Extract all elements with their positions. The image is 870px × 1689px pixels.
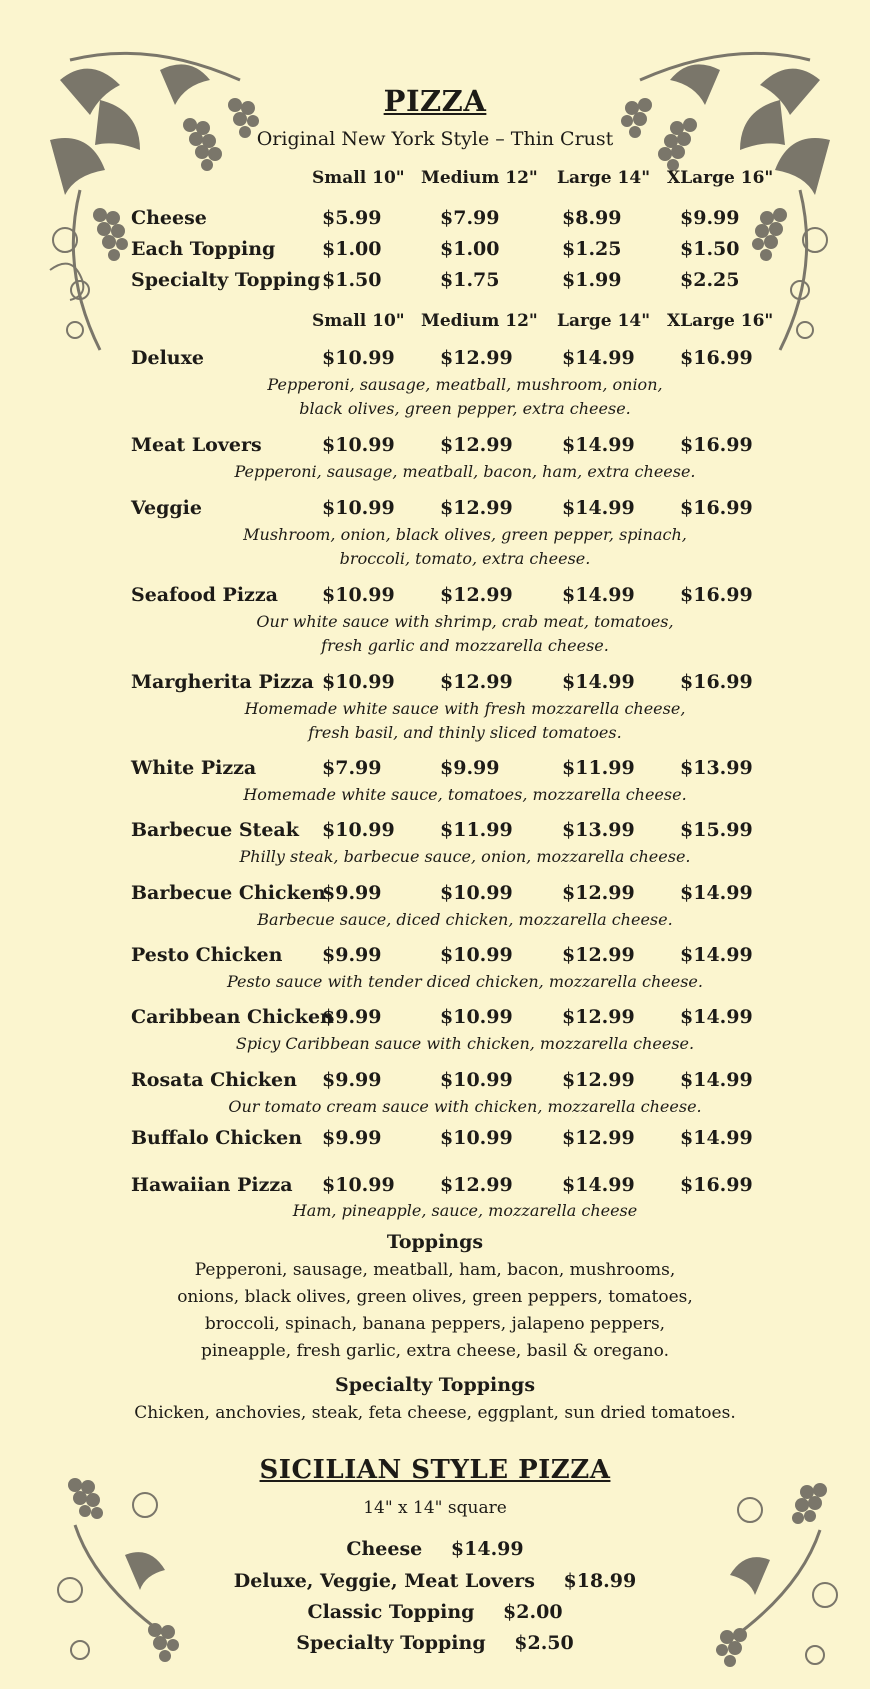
price: $10.99	[322, 584, 395, 606]
description-line: Homemade white sauce, tomatoes, mozzarella cheese.	[243, 785, 687, 804]
description-line: Pepperoni, sausage, meatball, bacon, ham, extra cheese.	[234, 462, 696, 481]
size-header-row	[0, 168, 870, 198]
price: $12.99	[562, 944, 635, 966]
price: $5.99	[322, 207, 382, 229]
item-name: Deluxe, Veggie, Meat Lovers	[233, 1570, 535, 1592]
price: $14.99	[562, 584, 635, 606]
specialty-toppings-title: Specialty Toppings	[334, 1374, 536, 1396]
description-line: Pesto sauce with tender diced chicken, mozzarella cheese.	[227, 972, 703, 991]
description-line: fresh basil, and thinly sliced tomatoes.	[308, 723, 622, 742]
price: $2.25	[680, 269, 740, 291]
item-name: Classic Topping	[307, 1601, 475, 1623]
size-large: Large 14"	[557, 168, 651, 188]
item-name: Caribbean Chicken	[131, 1006, 334, 1028]
description-line: Philly steak, barbecue sauce, onion, mozzarella cheese.	[239, 847, 691, 866]
price: $12.99	[440, 497, 513, 519]
description-line: broccoli, tomato, extra cheese.	[339, 549, 591, 568]
description-line: Ham, pineapple, sauce, mozzarella cheese	[292, 1201, 638, 1220]
price: $10.99	[440, 882, 513, 904]
price: $11.99	[440, 819, 513, 841]
description-line: Mushroom, onion, black olives, green pepper, spinach,	[243, 525, 687, 544]
item-name: Meat Lovers	[131, 434, 262, 456]
price: $13.99	[680, 757, 753, 779]
item-name: Seafood Pizza	[131, 584, 278, 606]
price: $14.99	[680, 944, 753, 966]
item-name: Hawaiian Pizza	[131, 1174, 293, 1196]
price: $2.00	[503, 1601, 563, 1623]
price: $16.99	[680, 584, 753, 606]
price: $10.99	[440, 1127, 513, 1149]
item-name: Rosata Chicken	[131, 1069, 297, 1091]
description-line: Homemade white sauce with fresh mozzarella cheese,	[244, 699, 686, 718]
specialty-toppings-line: Chicken, anchovies, steak, feta cheese, eggplant, sun dried tomatoes.	[134, 1403, 736, 1423]
price: $10.99	[322, 497, 395, 519]
price: $1.50	[322, 269, 382, 291]
price: $11.99	[562, 757, 635, 779]
price: $2.50	[514, 1632, 574, 1654]
size-large: Large 14"	[557, 311, 651, 331]
price: $12.99	[562, 1127, 635, 1149]
description-line: Spicy Caribbean sauce with chicken, mozzarella cheese.	[235, 1034, 695, 1053]
base-row	[0, 269, 870, 299]
price: $14.99	[562, 497, 635, 519]
description-line: black olives, green pepper, extra cheese.	[299, 399, 631, 418]
toppings-line: broccoli, spinach, banana peppers, jalapeno peppers,	[204, 1314, 666, 1334]
item-name: Veggie	[131, 497, 202, 519]
specialty-row	[0, 1127, 870, 1157]
item-name: White Pizza	[131, 757, 257, 779]
price: $14.99	[680, 1006, 753, 1028]
price: $9.99	[440, 757, 500, 779]
price: $14.99	[562, 671, 635, 693]
price: $14.99	[680, 1069, 753, 1091]
description-line: Our tomato cream sauce with chicken, mozzarella cheese.	[228, 1097, 702, 1116]
price: $13.99	[562, 819, 635, 841]
item-name: Specialty Topping	[296, 1632, 486, 1654]
price: $10.99	[440, 944, 513, 966]
price: $16.99	[680, 671, 753, 693]
price: $10.99	[322, 671, 395, 693]
price: $14.99	[562, 1174, 635, 1196]
description-line: Barbecue sauce, diced chicken, mozzarella cheese.	[257, 910, 673, 929]
toppings-line: pineapple, fresh garlic, extra cheese, basil & oregano.	[200, 1341, 670, 1361]
price: $14.99	[562, 434, 635, 456]
price: $15.99	[680, 819, 753, 841]
price: $14.99	[562, 347, 635, 369]
price: $10.99	[440, 1069, 513, 1091]
price: $1.99	[562, 269, 622, 291]
price: $10.99	[322, 434, 395, 456]
sicilian-title: SICILIAN STYLE PIZZA	[259, 1455, 611, 1485]
price: $14.99	[450, 1538, 524, 1560]
price: $18.99	[563, 1570, 637, 1592]
item-name: Buffalo Chicken	[131, 1127, 303, 1149]
price: $14.99	[680, 1127, 753, 1149]
toppings-title: Toppings	[386, 1231, 484, 1253]
size-xlarge: XLarge 16"	[667, 168, 774, 188]
price: $10.99	[322, 819, 395, 841]
price: $9.99	[322, 1006, 382, 1028]
sicilian-row	[0, 1601, 870, 1623]
item-name: Barbecue Chicken	[131, 882, 326, 904]
price: $12.99	[562, 1006, 635, 1028]
price: $12.99	[440, 347, 513, 369]
price: $9.99	[322, 1069, 382, 1091]
price: $12.99	[440, 671, 513, 693]
price: $10.99	[322, 347, 395, 369]
item-name: Pesto Chicken	[131, 944, 283, 966]
price: $16.99	[680, 347, 753, 369]
pizza-title: PIZZA	[383, 84, 487, 118]
size-xlarge: XLarge 16"	[667, 311, 774, 331]
item-name: Cheese	[131, 207, 207, 229]
sicilian-row	[0, 1570, 870, 1592]
price: $16.99	[680, 497, 753, 519]
description-line: fresh garlic and mozzarella cheese.	[321, 636, 609, 655]
price: $1.50	[680, 238, 740, 260]
toppings-line: Pepperoni, sausage, meatball, ham, bacon, mushrooms,	[194, 1260, 676, 1280]
size-small: Small 10"	[312, 311, 405, 331]
price: $10.99	[322, 1174, 395, 1196]
price: $16.99	[680, 1174, 753, 1196]
price: $1.00	[440, 238, 500, 260]
size-header-row	[0, 311, 870, 341]
item-name: Deluxe	[131, 347, 205, 369]
price: $12.99	[440, 1174, 513, 1196]
price: $10.99	[440, 1006, 513, 1028]
size-medium: Medium 12"	[421, 168, 538, 188]
sicilian-row	[0, 1632, 870, 1654]
sicilian-row	[0, 1538, 870, 1560]
price: $7.99	[322, 757, 382, 779]
price: $12.99	[562, 1069, 635, 1091]
price: $9.99	[322, 1127, 382, 1149]
price: $12.99	[562, 882, 635, 904]
price: $12.99	[440, 434, 513, 456]
sicilian-subtitle: 14" x 14" square	[363, 1498, 507, 1518]
item-name: Specialty Topping	[131, 269, 321, 291]
price: $12.99	[440, 584, 513, 606]
price: $1.25	[562, 238, 622, 260]
item-name: Barbecue Steak	[131, 819, 299, 841]
price: $7.99	[440, 207, 500, 229]
base-row	[0, 207, 870, 237]
toppings-line: onions, black olives, green olives, green peppers, tomatoes,	[177, 1287, 693, 1307]
size-medium: Medium 12"	[421, 311, 538, 331]
description-line: Pepperoni, sausage, meatball, mushroom, onion,	[267, 375, 663, 394]
price: $14.99	[680, 882, 753, 904]
price: $1.75	[440, 269, 500, 291]
item-name: Cheese	[346, 1538, 423, 1560]
description-line: Our white sauce with shrimp, crab meat, tomatoes,	[256, 612, 674, 631]
item-name: Each Topping	[131, 238, 276, 260]
price: $9.99	[680, 207, 740, 229]
price: $9.99	[322, 882, 382, 904]
base-row	[0, 238, 870, 268]
price: $16.99	[680, 434, 753, 456]
pizza-subtitle: Original New York Style – Thin Crust	[256, 128, 614, 150]
price: $8.99	[562, 207, 622, 229]
size-small: Small 10"	[312, 168, 405, 188]
price: $1.00	[322, 238, 382, 260]
item-name: Margherita Pizza	[131, 671, 314, 693]
price: $9.99	[322, 944, 382, 966]
